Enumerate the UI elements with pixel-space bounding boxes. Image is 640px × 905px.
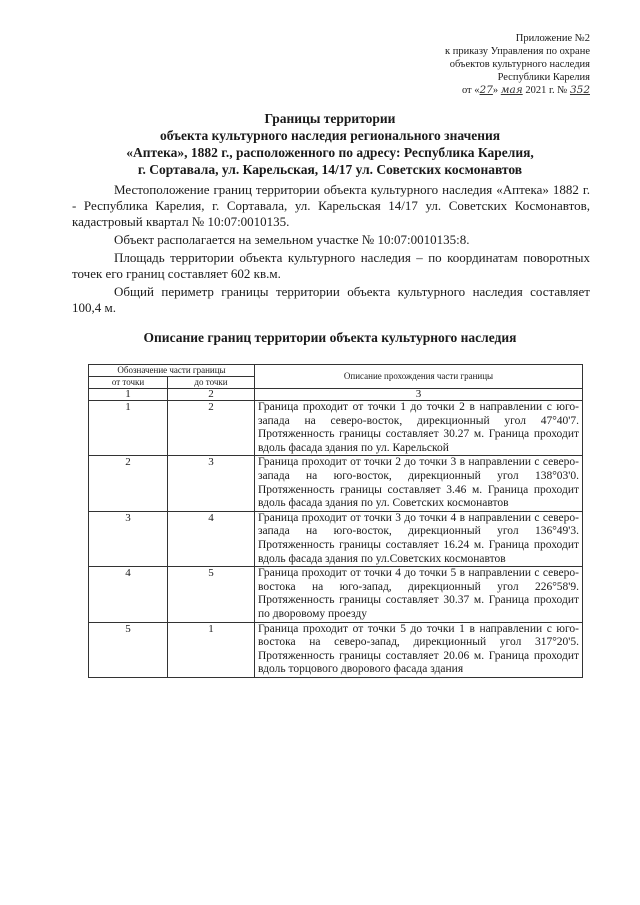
- from-point-cell: 3: [89, 511, 168, 566]
- from-point-cell: 2: [89, 456, 168, 511]
- handwritten-day: 27: [479, 84, 493, 96]
- title-line-3: «Аптека», 1882 г., расположенного по адресу: Республика Карелия,: [126, 145, 534, 160]
- header-to-point: до точки: [168, 377, 255, 389]
- from-point-cell: 5: [89, 622, 168, 677]
- index-cell-3: 3: [255, 389, 583, 401]
- paragraph-perimeter: Общий периметр границы территории объекта культурного наследия составляет 100,4 м.: [72, 284, 590, 315]
- date-mid: »: [492, 85, 499, 96]
- table-header-row-1: [89, 365, 583, 377]
- table-row: [89, 456, 583, 511]
- appendix-line-1: Приложение №2: [515, 33, 590, 44]
- table-row: [89, 511, 583, 566]
- index-cell-1: 1: [89, 389, 168, 401]
- description-cell: Граница проходит от точки 5 до точки 1 в направлении с юго-востока на северо-запад, дирекционный угол 317°20'5. Протяженность границы составляет 20.06 м. Граница проходит вдоль торцового дворового фасада здания: [255, 622, 583, 677]
- handwritten-order-number: 352: [569, 84, 590, 96]
- title-line-2: объекта культурного наследия регионального значения: [159, 128, 501, 143]
- to-point-cell: 1: [168, 622, 255, 677]
- to-point-cell: 4: [168, 511, 255, 566]
- description-cell: Граница проходит от точки 4 до точки 5 в направлении с северо-востока на юго-запад, дирекционный угол 226°58'9. Протяженность границы составляет 30.37 м. Граница проходит по дворовому проезду: [255, 567, 583, 622]
- description-cell: Граница проходит от точки 3 до точки 4 в направлении с северо-запада на юго-восток, дирекционный угол 136°49'3. Протяженность границы составляет 16.24 м. Граница проходит вдоль фасада здания по ул.Советских космонавтов: [255, 511, 583, 566]
- table-row: [89, 567, 583, 622]
- section-title: Описание границ территории объекта культурного наследия: [143, 330, 517, 345]
- appendix-line-4: Республики Карелия: [497, 72, 590, 83]
- header-from-point: от точки: [89, 377, 168, 389]
- title-line-4: г. Сортавала, ул. Карельская, 14/17 ул. Советских космонавтов: [137, 162, 523, 177]
- header-boundary-part: Обозначение части границы: [89, 365, 255, 377]
- to-point-cell: 3: [168, 456, 255, 511]
- table-row: [89, 622, 583, 677]
- table-row: [89, 401, 583, 456]
- from-point-cell: 1: [89, 401, 168, 456]
- date-prefix: от «: [461, 85, 480, 96]
- index-cell-2: 2: [168, 389, 255, 401]
- description-cell: Граница проходит от точки 2 до точки 3 в направлении с северо-запада на юго-восток, дирекционный угол 138°03'0. Протяженность границы составляет 3.46 м. Граница проходит вдоль фасада здания по ул. Советских космонавтов: [255, 456, 583, 511]
- appendix-line-2: к приказу Управления по охране: [445, 46, 590, 57]
- to-point-cell: 5: [168, 567, 255, 622]
- paragraph-area: Площадь территории объекта культурного наследия – по координатам поворотных точек его границ составляет 602 кв.м.: [72, 250, 590, 281]
- appendix-line-3: объектов культурного наследия: [449, 59, 590, 70]
- boundaries-table: [88, 364, 583, 678]
- header-description: Описание прохождения части границы: [255, 365, 583, 389]
- handwritten-month: мая: [500, 84, 523, 96]
- paragraph-location: Местоположение границ территории объекта культурного наследия «Аптека» 1882 г. - Республика Карелия, г. Сортавала, ул. Карельская 14/17 ул. Советских Космонавтов, кадастровый квартал № 10:07:0010135.: [72, 182, 590, 229]
- document-body: [72, 182, 590, 318]
- to-point-cell: 2: [168, 401, 255, 456]
- from-point-cell: 4: [89, 567, 168, 622]
- appendix-date-line: [445, 84, 590, 97]
- document-title: [60, 110, 600, 178]
- table-index-row: [89, 389, 583, 401]
- paragraph-land-plot: Объект располагается на земельном участке № 10:07:0010135:8.: [114, 232, 470, 247]
- date-suffix: 2021 г. №: [522, 85, 570, 96]
- appendix-block: [445, 32, 590, 97]
- title-line-1: Границы территории: [264, 111, 396, 126]
- description-cell: Граница проходит от точки 1 до точки 2 в направлении с юго-запада на северо-восток, дирекционный угол 47°40'7. Протяженность границы составляет 30.27 м. Граница проходит вдоль фасада здания по ул. Карельской: [255, 401, 583, 456]
